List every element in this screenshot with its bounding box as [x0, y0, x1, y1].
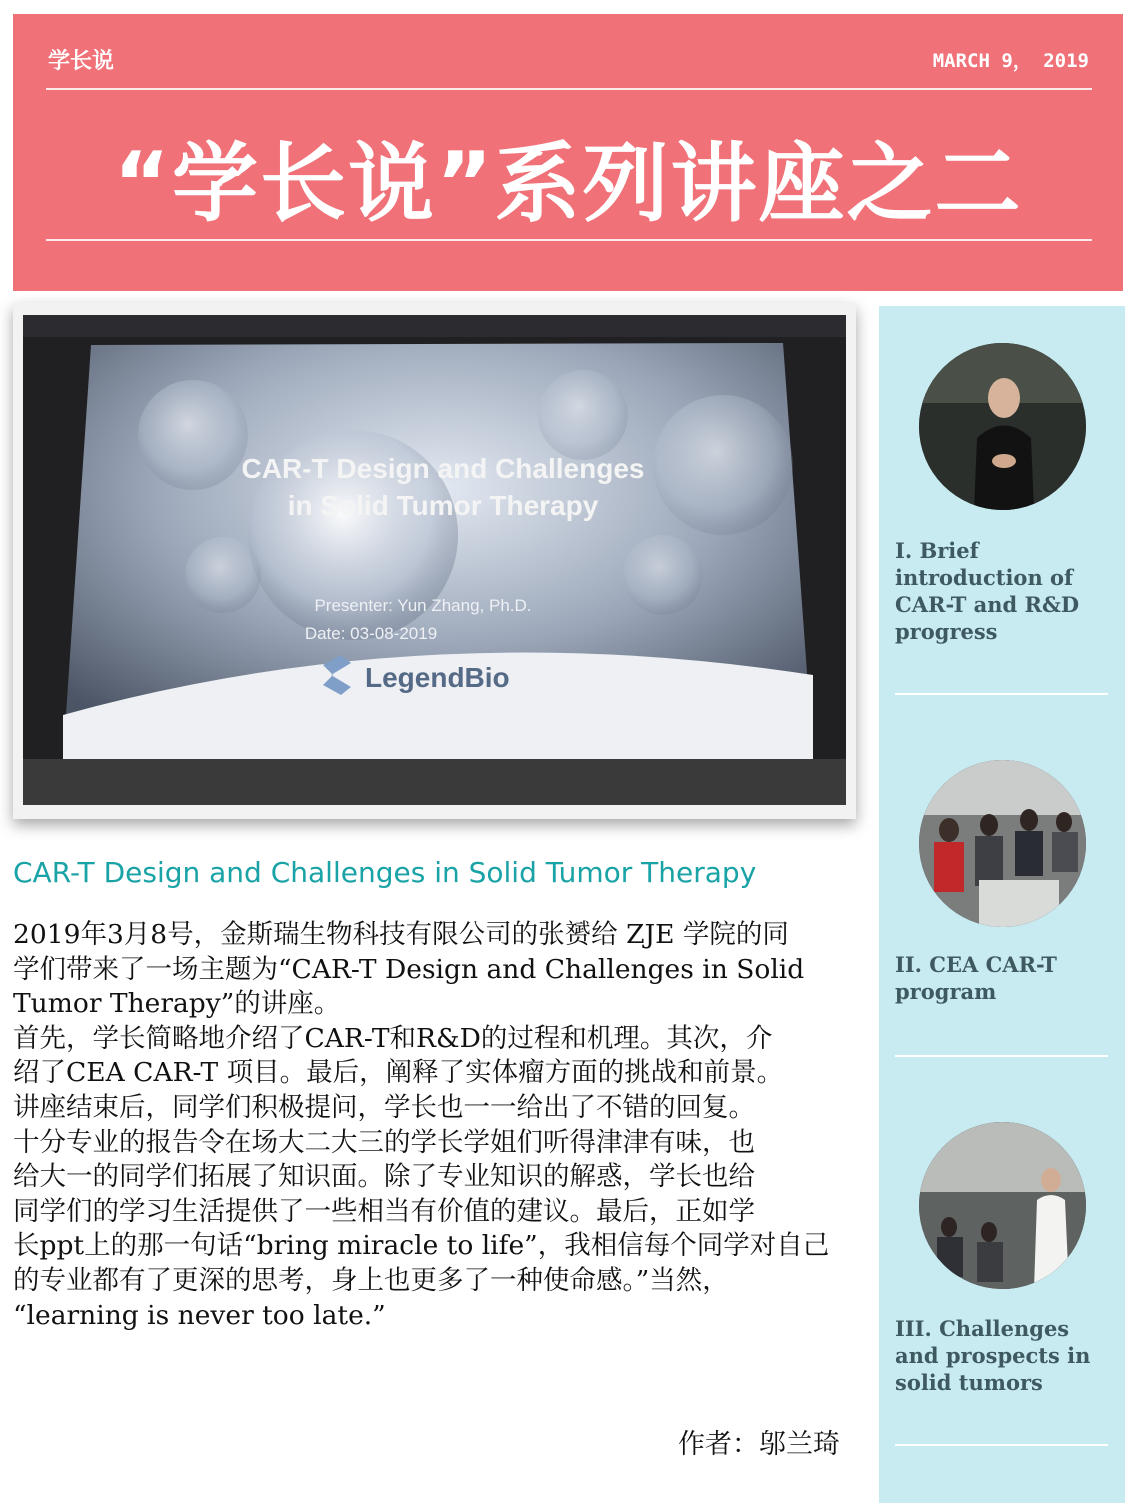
article-line: 绍了CEA CAR-T 项目。最后，阐释了实体瘤方面的挑战和前景。 — [13, 1057, 784, 1089]
article-line: 给大一的同学们拓展了知识面。除了专业知识的解惑，学长也给 — [13, 1161, 755, 1193]
article-line: 学们带来了一场主题为“CAR-T Design and Challenges in Solid — [13, 953, 805, 985]
page-title: “学长说”系列讲座之二 — [113, 134, 1023, 234]
header-rule-bottom — [46, 239, 1092, 241]
cell-graphic — [623, 535, 703, 615]
section-caption-3: III. Challenges and prospects in solid tumors — [895, 1316, 1091, 1395]
lecture-slide-photo — [23, 315, 846, 805]
svg-text:LegendBio: LegendBio — [365, 662, 510, 693]
section-caption-2: II. CEA CAR-T program — [895, 952, 1057, 1004]
article-line: 讲座结束后，同学们积极提问，学长也一一给出了不错的回复。 — [13, 1091, 755, 1123]
article-line: Tumor Therapy”的讲座。 — [13, 988, 341, 1020]
column-kicker: 学长说 — [48, 49, 115, 74]
sidebar-divider — [895, 693, 1108, 695]
cell-graphic — [538, 370, 628, 460]
cell-graphic — [138, 380, 248, 490]
lecture-photo-frame — [13, 303, 856, 819]
qa-photo — [919, 1122, 1086, 1289]
sidebar — [879, 306, 1125, 1503]
cell-graphic — [185, 537, 261, 613]
slide-title-line1: CAR-T Design and Challenges — [241, 453, 645, 484]
article-body — [13, 918, 848, 1333]
header-banner — [13, 14, 1123, 291]
article-line: 同学们的学习生活提供了一些相当有价值的建议。最后，正如学 — [13, 1195, 755, 1227]
section-caption-1: I. Brief introduction of CAR-T and R&D progress — [895, 538, 1080, 644]
slide-date: Date: 03-08-2019 — [304, 624, 438, 643]
cell-graphic — [653, 395, 793, 535]
author-credit: 作者：邬兰琦 — [678, 1429, 840, 1460]
sidebar-divider — [895, 1444, 1108, 1446]
article-line: “learning is never too late.” — [13, 1299, 386, 1331]
article-line: 的专业都有了更深的思考，身上也更多了一种使命感。”当然， — [13, 1264, 729, 1296]
article-line: 首先，学长简略地介绍了CAR-T和R&D的过程和机理。其次，介 — [13, 1022, 773, 1054]
article-line: 2019年3月8号，金斯瑞生物科技有限公司的张赟给 ZJE 学院的同 — [13, 919, 789, 950]
article-line: 十分专业的报告令在场大二大三的学长学姐们听得津津有味，也 — [13, 1126, 755, 1158]
speaker-photo — [919, 343, 1086, 510]
article-title: CAR-T Design and Challenges in Solid Tumor Therapy — [13, 856, 757, 889]
audience-photo — [919, 760, 1086, 927]
article-line: 长ppt上的那一句话“bring miracle to life”，我相信每个同学对自己 — [13, 1230, 830, 1262]
slide-presenter: Presenter: Yun Zhang, Ph.D. — [314, 596, 532, 615]
header-rule-top — [46, 88, 1092, 90]
sidebar-divider — [895, 1055, 1108, 1057]
issue-date: MARCH 9， 2019 — [932, 50, 1089, 72]
slide-title-line2: in Solid Tumor Therapy — [287, 490, 599, 521]
